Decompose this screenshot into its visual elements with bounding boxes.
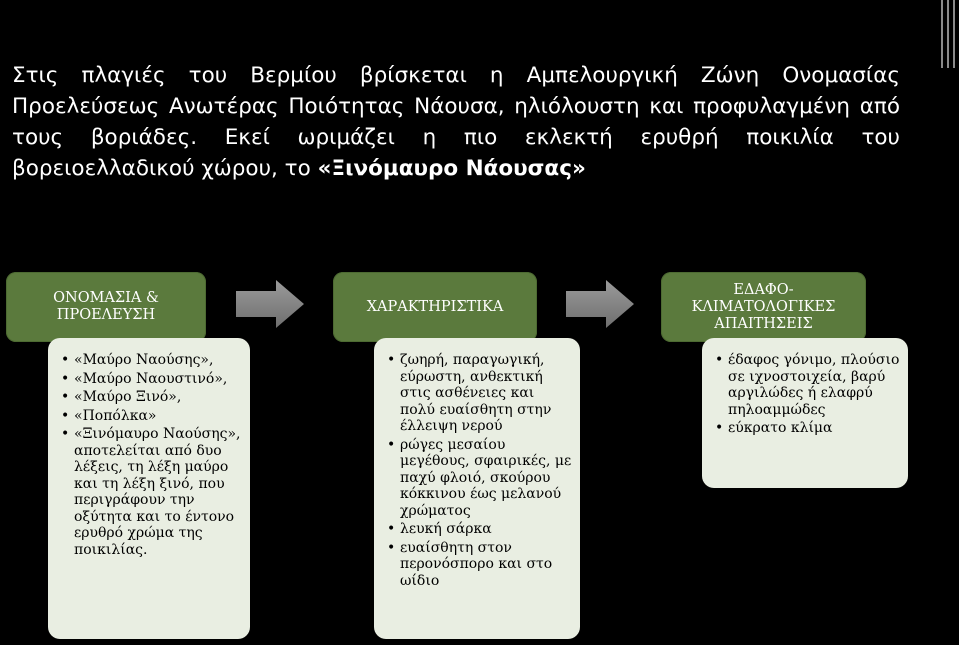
right-arrow-icon (566, 280, 634, 328)
list-item: • έδαφος γόνιμο, πλούσιο σε ιχνοστοιχεία, βαρύ αργιλώδες ή ελαφρύ πηλοαμμώδες (728, 352, 902, 418)
column-3-heading (661, 272, 866, 342)
list-item: • «Ποπόλκα» (74, 408, 244, 425)
column-2-heading (333, 272, 537, 342)
list-item: • «Μαύρο Ναούσης», (74, 352, 244, 369)
column-1-body (48, 338, 250, 639)
column-3-heading-text: ΕΔΑΦΟ-ΚΛΙΜΑΤΟΛΟΓΙΚΕΣ ΑΠΑΙΤΗΣΕΙΣ (691, 281, 836, 332)
intro-highlight: «Ξινόμαυρο Νάουσας» (317, 156, 586, 181)
column-3-body (702, 338, 908, 488)
list-item: • λευκή σάρκα (400, 521, 572, 538)
list-item: • ζωηρή, παραγωγική, εύρωστη, ανθεκτική στις ασθένειες και πολύ ευαίσθητη στην έλλειψη νερού (400, 352, 572, 435)
list-item: • εύκρατο κλίμα (728, 420, 902, 437)
list-item: • «Μαύρο Ναουστινό», (74, 371, 244, 388)
column-2-body (374, 338, 580, 639)
list-item: • ευαίσθητη στον περονόσπορο και στο ωίδιο (400, 540, 572, 590)
intro-paragraph (12, 60, 900, 184)
corner-decoration (937, 0, 959, 70)
column-1-heading-text: ΟΝΟΜΑΣΙΑ & ΠΡΟΕΛΕΥΣΗ (53, 290, 159, 323)
column-2-heading-text: ΧΑΡΑΚΤΗΡΙΣΤΙΚΑ (366, 298, 504, 315)
list-item: • ρώγες μεσαίου μεγέθους, σφαιρικές, με παχύ φλοιό, σκούρου κόκκινου έως μελανού χρώματος (400, 437, 572, 520)
right-arrow-icon (236, 280, 304, 328)
intro-text: Στις πλαγιές του Βερμίου βρίσκεται η Αμπελουργική Ζώνη Ονομασίας Προελεύσεως Ανωτέρας Ποιότητας Νάουσα, ηλιόλουστη και προφυλαγμένη από τους βοριάδες. Εκεί ωριμάζει η πιο εκλεκτή ερυθρή ποικιλία του βορειοελλαδικού χώρου, το (12, 63, 900, 181)
list-item: • «Ξινόμαυρο Ναούσης», αποτελείται από δυο λέξεις, τη λέξη μαύρο και τη λέξη ξινό, που περιγράφουν την οξύτητα και το έντονο ερυθρό χρώμα της ποικιλίας. (74, 426, 244, 558)
column-1-heading (6, 272, 206, 342)
list-item: • «Μαύρο Ξινό», (74, 389, 244, 406)
